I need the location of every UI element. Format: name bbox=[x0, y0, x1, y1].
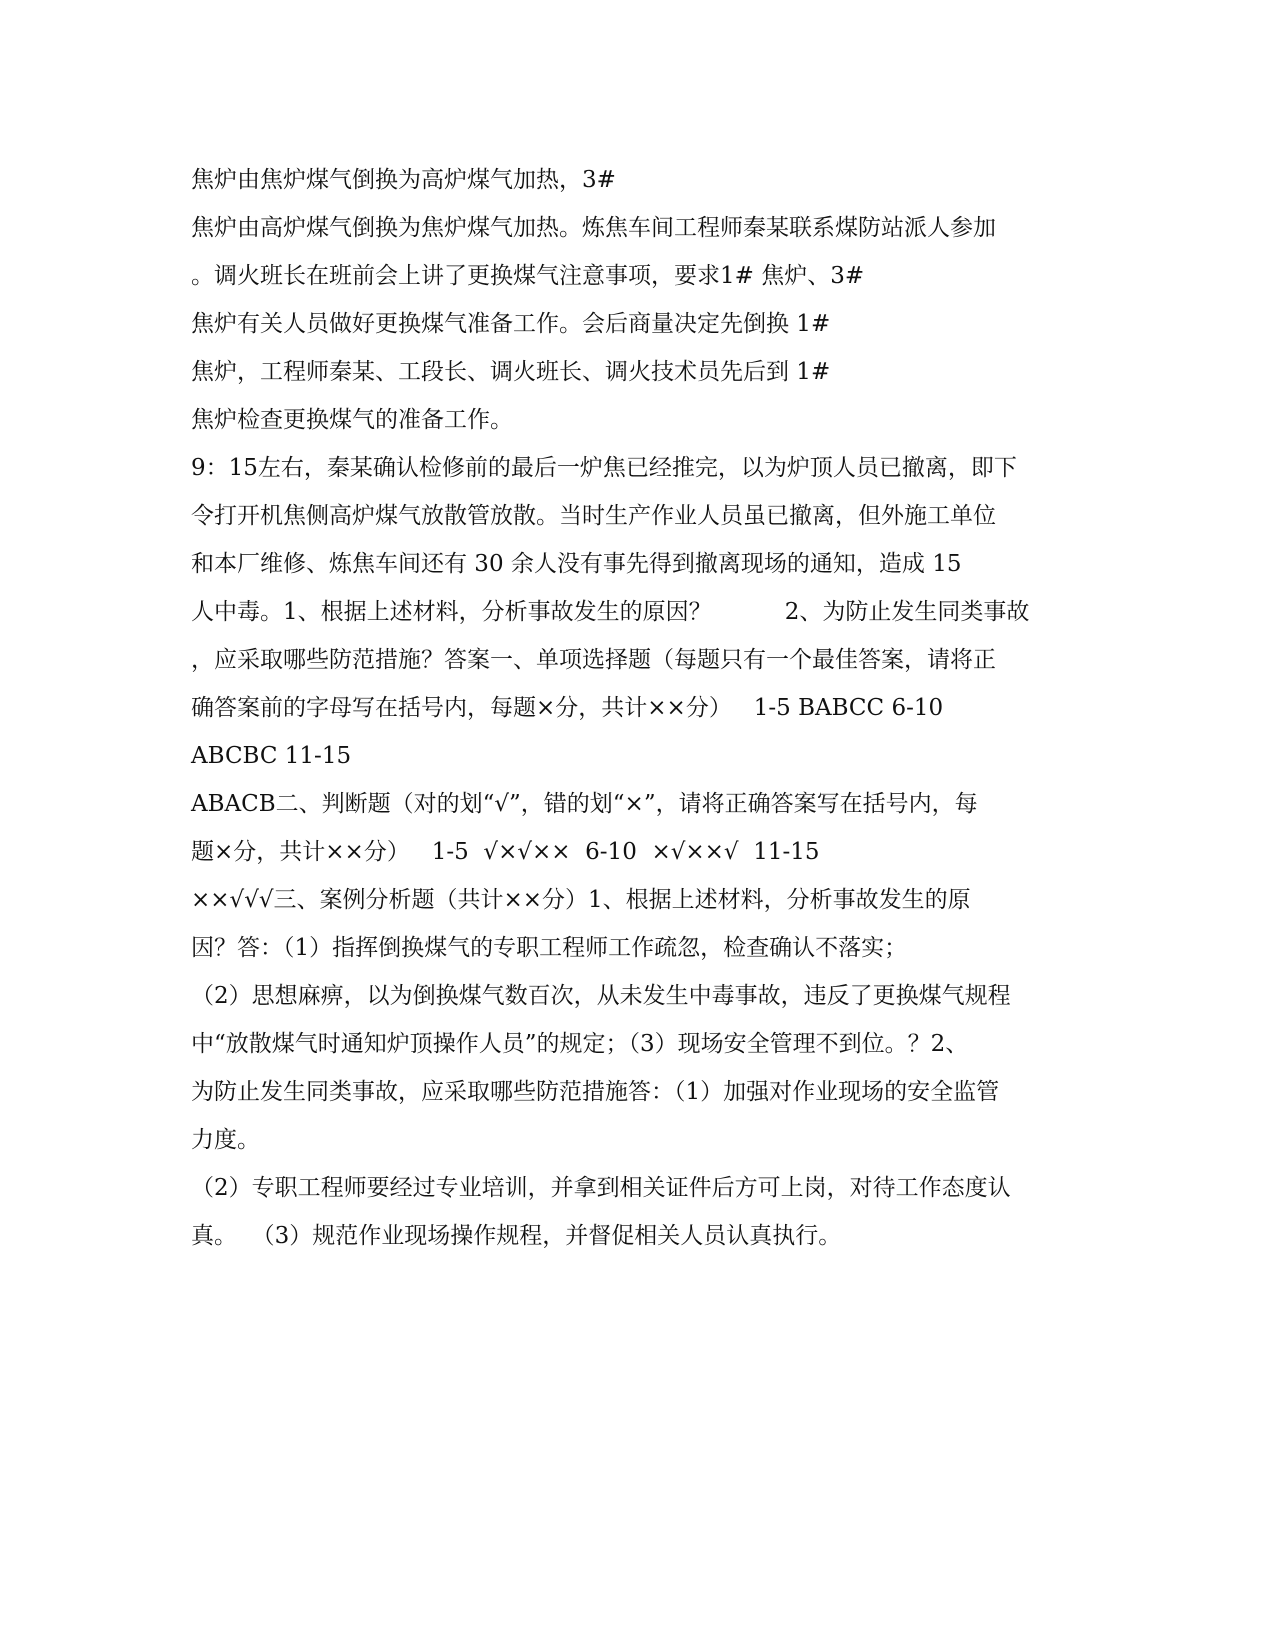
text-line: 人中毒。1、根据上述材料，分析事故发生的原因？ 2、为防止发生同类事故 bbox=[191, 599, 1030, 625]
text-line: ABCBC 11-15 bbox=[191, 743, 352, 769]
text-line: 焦炉检查更换煤气的准备工作。 bbox=[191, 407, 513, 433]
text-line: 和本厂维修、炼焦车间还有 30 余人没有事先得到撤离现场的通知，造成 15 bbox=[191, 551, 962, 577]
text-line: 焦炉有关人员做好更换煤气准备工作。会后商量决定先倒换 1# bbox=[191, 311, 831, 337]
text-line: 为防止发生同类事故，应采取哪些防范措施答：（1）加强对作业现场的安全监管 bbox=[191, 1079, 1000, 1105]
text-line: 焦炉，工程师秦某、工段长、调火班长、调火技术员先后到 1# bbox=[191, 359, 831, 385]
text-line: 中“放散煤气时通知炉顶操作人员”的规定；（3）现场安全管理不到位。？2、 bbox=[191, 1031, 969, 1057]
text-line: ABACB二、判断题（对的划“√”，错的划“×”，请将正确答案写在括号内，每 bbox=[191, 791, 978, 817]
text-line: （2）思想麻痹，以为倒换煤气数百次，从未发生中毒事故，违反了更换煤气规程 bbox=[191, 983, 1011, 1009]
text-line: 。调火班长在班前会上讲了更换煤气注意事项，要求1# 焦炉、3# bbox=[191, 263, 865, 289]
text-line: 力度。 bbox=[191, 1127, 260, 1153]
text-line: ，应采取哪些防范措施？答案一、单项选择题（每题只有一个最佳答案，请将正 bbox=[191, 647, 996, 673]
text-line: 焦炉由高炉煤气倒换为焦炉煤气加热。炼焦车间工程师秦某联系煤防站派人参加 bbox=[191, 215, 996, 241]
text-line: 确答案前的字母写在括号内，每题×分，共计××分） 1-5 BABCC 6-10 bbox=[191, 695, 944, 721]
text-line: 真。 （3）规范作业现场操作规程，并督促相关人员认真执行。 bbox=[191, 1223, 842, 1249]
text-line: （2）专职工程师要经过专业培训，并拿到相关证件后方可上岗，对待工作态度认 bbox=[191, 1175, 1011, 1201]
text-line: 9：15左右，秦某确认检修前的最后一炉焦已经推完，以为炉顶人员已撤离，即下 bbox=[191, 455, 1017, 481]
document-body bbox=[191, 156, 1091, 1260]
text-line: ××√√√三、案例分析题（共计××分）1、根据上述材料，分析事故发生的原 bbox=[191, 887, 971, 913]
text-line: 令打开机焦侧高炉煤气放散管放散。当时生产作业人员虽已撤离，但外施工单位 bbox=[191, 503, 996, 529]
text-line: 因？答：（1）指挥倒换煤气的专职工程师工作疏忽，检查确认不落实； bbox=[191, 935, 908, 961]
text-line: 焦炉由焦炉煤气倒换为高炉煤气加热，3# bbox=[191, 167, 616, 193]
text-line: 题×分，共计××分） 1-5 √×√×× 6-10 ×√××√ 11-15 bbox=[191, 839, 820, 865]
